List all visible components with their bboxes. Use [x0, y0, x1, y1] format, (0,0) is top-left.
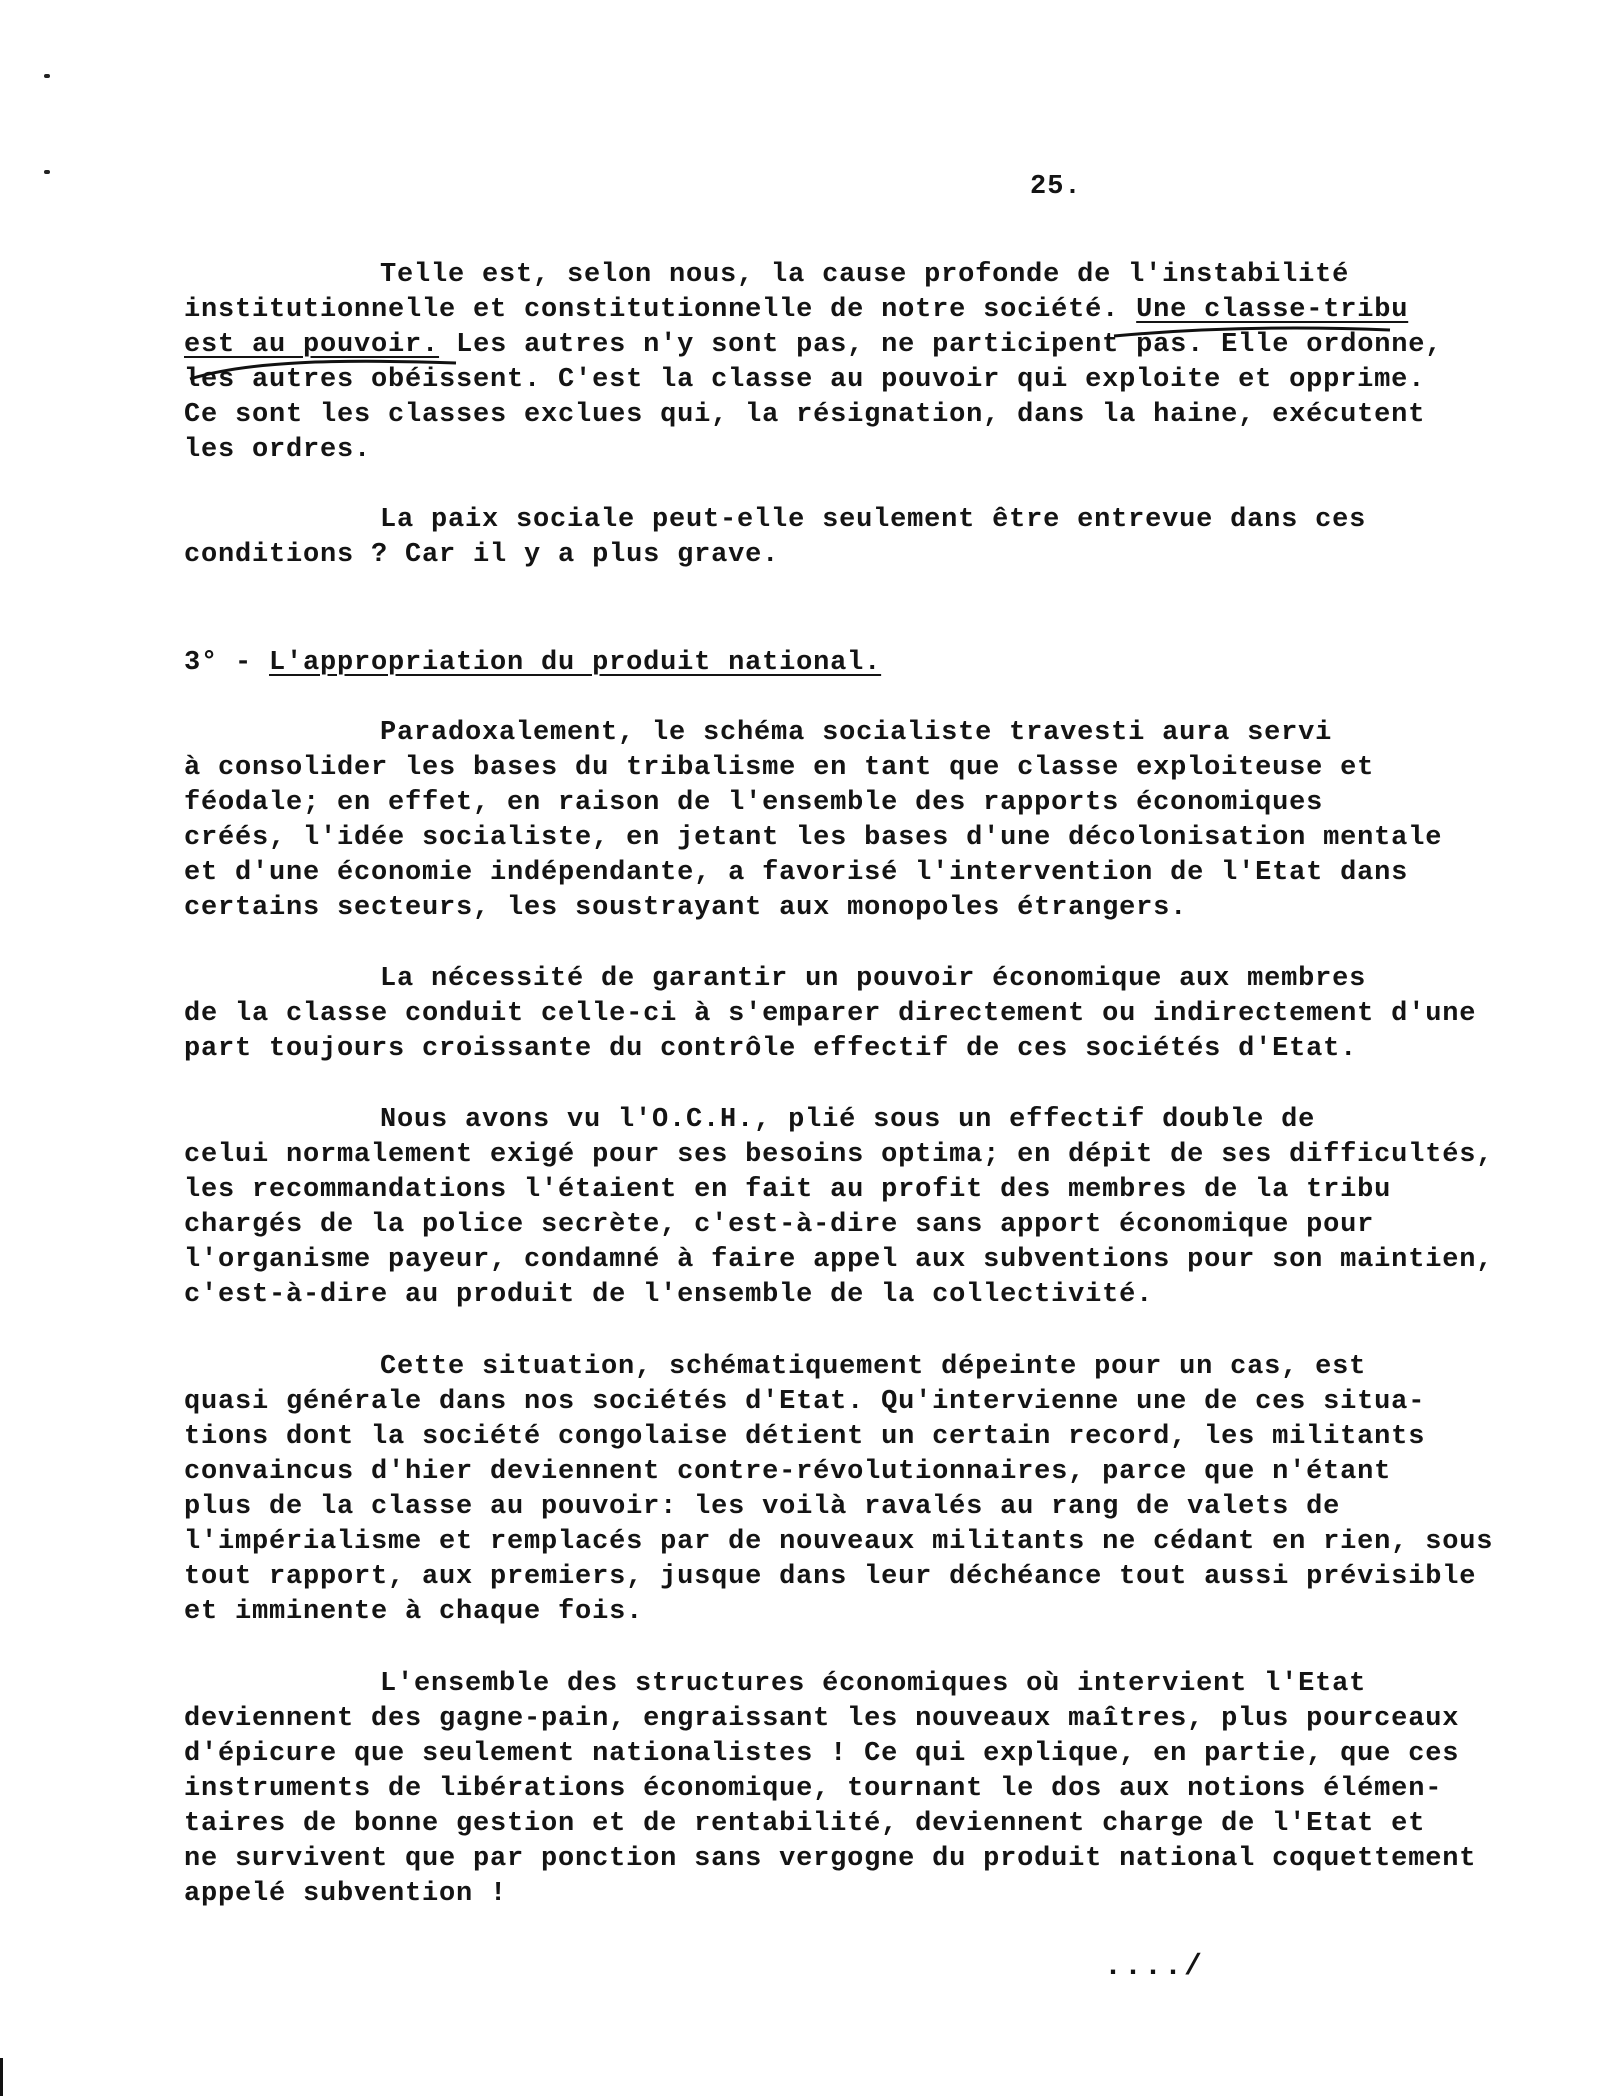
handwritten-underline-mark — [1112, 320, 1392, 342]
p1-line-1: Telle est, selon nous, la cause profonde de l'instabilité — [380, 260, 1350, 290]
p7-line-1: L'ensemble des structures économiques où intervient l'Etat — [380, 1669, 1367, 1699]
p3-line-2: à consolider les bases du tribalisme en tant que classe exploiteuse et — [184, 753, 1375, 783]
p6-line-3: tions dont la société congolaise détient un certain record, les militants — [184, 1422, 1426, 1452]
p5-line-2: celui normalement exigé pour ses besoins optima; en dépit de ses difficultés, — [184, 1140, 1494, 1170]
heading-number: 3° - — [184, 648, 270, 678]
p4-line-1: La nécessité de garantir un pouvoir économique aux membres — [380, 964, 1367, 994]
page-number: 25. — [1030, 172, 1082, 202]
section-heading — [184, 646, 881, 680]
p7-line-3: d'épicure que seulement nationalistes ! Ce qui explique, en partie, que ces — [184, 1739, 1460, 1769]
margin-speck — [44, 170, 50, 174]
heading-title: L'appropriation du produit national. — [269, 648, 882, 678]
underlined-phrase: Une classe-tribu — [1136, 295, 1409, 325]
p6-line-1: Cette situation, schématiquement dépeinte pour un cas, est — [380, 1352, 1367, 1382]
p3-line-3: féodale; en effet, en raison de l'ensemble des rapports économiques — [184, 788, 1324, 818]
p4-line-2: de la classe conduit celle-ci à s'emparer directement ou indirectement d'une — [184, 999, 1477, 1029]
continuation-mark: ..../ — [1104, 1950, 1205, 1984]
p2-line-2: conditions ? Car il y a plus grave. — [184, 540, 780, 570]
margin-speck — [44, 74, 50, 78]
p2-line-1: La paix sociale peut-elle seulement être entrevue dans ces — [380, 505, 1367, 535]
p5-line-1: Nous avons vu l'O.C.H., plié sous un effectif double de — [380, 1105, 1316, 1135]
p7-line-4: instruments de libérations économique, tournant le dos aux notions élémen- — [184, 1774, 1443, 1804]
p7-line-6: ne survivent que par ponction sans vergogne du produit national coquettement — [184, 1844, 1477, 1874]
p5-line-5: l'organisme payeur, condamné à faire appel aux subventions pour son maintien, — [184, 1245, 1494, 1275]
p3-line-5: et d'une économie indépendante, a favorisé l'intervention de l'Etat dans — [184, 858, 1409, 888]
p6-line-6: l'impérialisme et remplacés par de nouveaux militants ne cédant en rien, sous — [184, 1527, 1494, 1557]
p1-line-2: institutionnelle et constitutionnelle de notre société. Une classe-tribu — [184, 295, 1409, 325]
p3-line-1: Paradoxalement, le schéma socialiste travesti aura servi — [380, 718, 1333, 748]
p1-line-6: les ordres. — [184, 435, 372, 465]
p5-line-3: les recommandations l'étaient en fait au profit des membres de la tribu — [184, 1175, 1392, 1205]
p1-line-5: Ce sont les classes exclues qui, la résignation, dans la haine, exécutent — [184, 400, 1426, 430]
p6-line-5: plus de la classe au pouvoir: les voilà ravalés au rang de valets de — [184, 1492, 1341, 1522]
p5-line-4: chargés de la police secrète, c'est-à-dire sans apport économique pour — [184, 1210, 1375, 1240]
p7-line-2: deviennent des gagne-pain, engraissant les nouveaux maîtres, plus pourceaux — [184, 1704, 1460, 1734]
p3-line-6: certains secteurs, les soustrayant aux monopoles étrangers. — [184, 893, 1188, 923]
p1-line-3: est au pouvoir. Les autres n'y sont pas, ne participent pas. Elle ordonne, — [184, 330, 1443, 360]
underlined-phrase-2: est au pouvoir. — [184, 330, 440, 360]
p6-line-7: tout rapport, aux premiers, jusque dans leur déchéance tout aussi prévisible — [184, 1562, 1477, 1592]
p6-line-4: convaincus d'hier deviennent contre-révolutionnaires, parce que n'étant — [184, 1457, 1392, 1487]
p1-line-4: les autres obéissent. C'est la classe au pouvoir qui exploite et opprime. — [184, 365, 1426, 395]
p6-line-8: et imminente à chaque fois. — [184, 1597, 644, 1627]
handwritten-underline-mark — [188, 355, 458, 385]
margin-edge-mark — [0, 2058, 3, 2096]
p4-line-3: part toujours croissante du contrôle effectif de ces sociétés d'Etat. — [184, 1034, 1358, 1064]
p3-line-4: créés, l'idée socialiste, en jetant les bases d'une décolonisation mentale — [184, 823, 1443, 853]
p5-line-6: c'est-à-dire au produit de l'ensemble de la collectivité. — [184, 1280, 1154, 1310]
p6-line-2: quasi générale dans nos sociétés d'Etat. Qu'intervienne une de ces situa- — [184, 1387, 1426, 1417]
p7-line-5: taires de bonne gestion et de rentabilité, deviennent charge de l'Etat et — [184, 1809, 1426, 1839]
p7-line-7: appelé subvention ! — [184, 1879, 508, 1909]
